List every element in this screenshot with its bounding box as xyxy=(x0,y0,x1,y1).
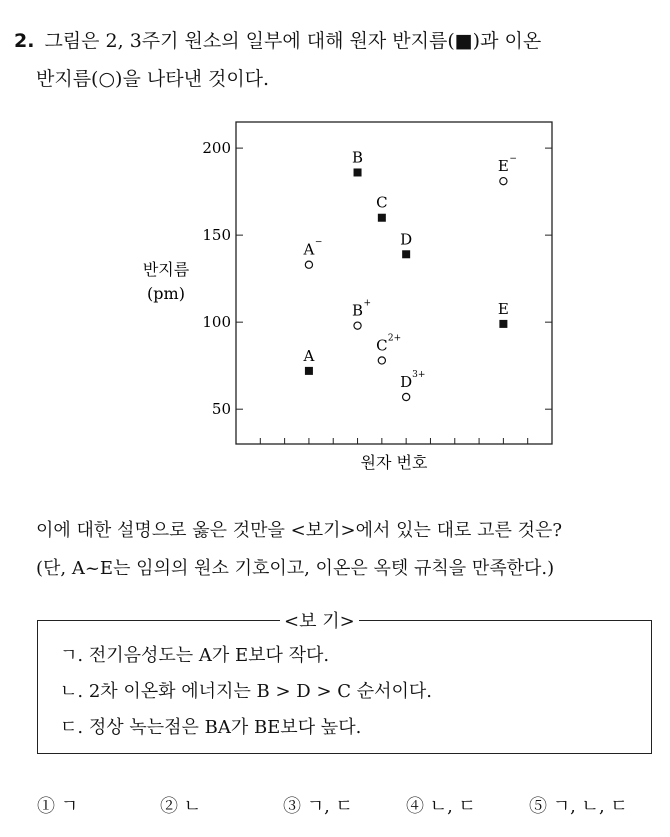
ionic-radius-point xyxy=(500,178,507,185)
ionic-radius-point xyxy=(403,393,410,400)
bogi-item-2: ㄴ. 2차 이온화 에너지는 B > D > C 순서이다. xyxy=(60,681,433,702)
stem-line2: (단, A~E는 임의의 원소 기호이고, 이온은 옥텟 규칙을 만족한다.) xyxy=(36,558,555,579)
bogi-item-3: ㄷ. 정상 녹는점은 BA가 BE보다 높다. xyxy=(60,717,362,738)
point-charge: − xyxy=(509,154,517,165)
choice-4[interactable]: ④ ㄴ, ㄷ xyxy=(406,796,476,817)
point-label: E xyxy=(497,157,509,176)
point-label: C xyxy=(376,193,388,212)
bogi-item-1: ㄱ. 전기음성도는 A가 E보다 작다. xyxy=(60,645,330,666)
bogi-box xyxy=(37,620,652,754)
choice-5[interactable]: ⑤ ㄱ, ㄴ, ㄷ xyxy=(529,796,628,817)
y-tick-label: 150 xyxy=(202,226,231,245)
atomic-radius-point xyxy=(354,168,362,176)
ionic-radius-point xyxy=(354,322,361,329)
atomic-radius-point xyxy=(499,320,507,328)
ionic-radius-point xyxy=(305,261,312,268)
point-charge: + xyxy=(363,298,372,309)
y-tick-label: 50 xyxy=(211,400,231,419)
y-axis-label: 반지름 xyxy=(142,260,190,279)
point-label: D xyxy=(400,373,413,392)
atomic-radius-point xyxy=(305,367,313,375)
point-label: D xyxy=(400,230,413,249)
y-tick-label: 100 xyxy=(202,313,231,332)
x-axis-label: 원자 번호 xyxy=(360,453,428,472)
point-label: C xyxy=(376,336,388,355)
choice-3[interactable]: ③ ㄱ, ㄷ xyxy=(283,796,353,817)
ionic-radius-point xyxy=(378,357,385,364)
choice-1[interactable]: ① ㄱ xyxy=(37,796,79,817)
point-label: A xyxy=(303,240,315,259)
point-label: B xyxy=(352,148,364,167)
atomic-radius-point xyxy=(402,250,410,258)
y-axis-unit: (pm) xyxy=(147,284,185,303)
point-charge: 2+ xyxy=(387,333,402,344)
question-stem xyxy=(36,512,666,588)
question-text-line1: 그림은 2, 3주기 원소의 일부에 대해 원자 반지름(■)과 이온 xyxy=(44,30,542,52)
point-charge: − xyxy=(314,237,323,248)
point-label: A xyxy=(303,346,315,365)
radius-chart xyxy=(130,112,560,477)
point-label: B xyxy=(352,301,364,320)
question-header xyxy=(14,22,659,98)
atomic-radius-point xyxy=(378,214,386,222)
question-text-line2: 반지름(○)을 나타낸 것이다. xyxy=(36,68,270,90)
y-tick-label: 200 xyxy=(202,139,231,158)
stem-line1: 이에 대한 설명으로 옳은 것만을 <보기>에서 있는 대로 고른 것은? xyxy=(36,520,563,541)
point-label: E xyxy=(497,299,509,318)
choice-2[interactable]: ② ㄴ xyxy=(160,796,202,817)
question-number: 2. xyxy=(14,30,35,52)
bogi-title: <보 기> xyxy=(280,607,359,633)
point-charge: 3+ xyxy=(412,370,426,381)
